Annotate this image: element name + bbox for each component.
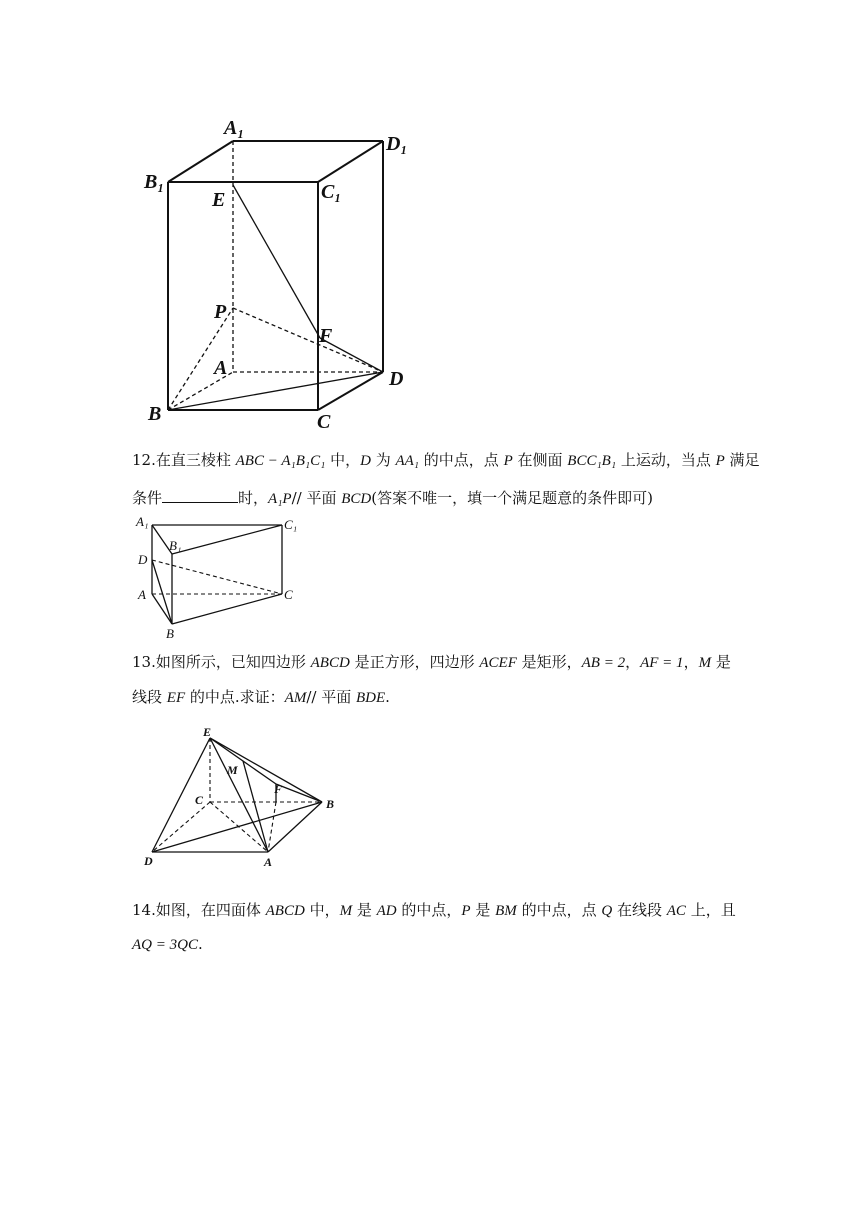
answer-blank[interactable] xyxy=(162,488,238,503)
label2-C: C xyxy=(284,587,293,602)
label-A1: A₁ xyxy=(224,117,245,139)
label2-A1: A₁ xyxy=(136,514,149,529)
figure-triangular-prism xyxy=(132,512,302,642)
figure-square-rectangle xyxy=(140,720,350,870)
label3-M: M xyxy=(227,763,238,777)
label-D: D xyxy=(389,368,404,390)
label-C: C xyxy=(317,411,331,433)
label-F: F xyxy=(319,325,333,347)
prism-diagram xyxy=(140,110,430,433)
triangular-prism-diagram xyxy=(132,512,302,642)
label-D1: D₁ xyxy=(386,133,408,155)
label-C1: C₁ xyxy=(321,181,342,203)
label3-A: A xyxy=(264,855,273,869)
q12-line2: 条件 时，A₁P// 平面 BCD(答案不唯一，填一个满足题意的条件即可) xyxy=(132,489,653,507)
square-rectangle-diagram xyxy=(140,720,350,870)
label3-F: F xyxy=(274,782,283,796)
figure-prism xyxy=(140,110,430,433)
label3-B: B xyxy=(326,797,335,811)
q12-line1: 12.在直三棱柱 ABC − A₁B₁C₁ 中，D 为 AA₁ 的中点，点 P 在侧面 BCC₁B₁ 上运动，当点 P 满足 xyxy=(132,451,760,469)
label3-E: E xyxy=(203,725,212,739)
label-B1: B₁ xyxy=(144,171,165,193)
label3-C: C xyxy=(195,793,204,807)
q13-line1: 13.如图所示，已知四边形 ABCD 是正方形，四边形 ACEF 是矩形，AB = 2，AF = 1，M 是 xyxy=(132,653,731,671)
label-B: B xyxy=(148,403,162,425)
label-P: P xyxy=(214,301,227,323)
label-A: A xyxy=(214,357,228,379)
label2-D: D xyxy=(138,552,148,567)
label2-C1: C₁ xyxy=(284,517,298,532)
label2-A: A xyxy=(138,587,146,602)
label-E: E xyxy=(212,189,226,211)
q13-line2: 线段 EF 的中点.求证：AM// 平面 BDE. xyxy=(132,688,390,706)
q14-line1: 14.如图，在四面体 ABCD 中，M 是 AD 的中点，P 是 BM 的中点，点 Q 在线段 AC 上，且 xyxy=(132,901,736,919)
q14-line2: AQ = 3QC. xyxy=(132,935,203,953)
label2-B: B xyxy=(166,626,174,641)
label2-B1: B₁ xyxy=(169,538,182,553)
label3-D: D xyxy=(144,854,153,868)
